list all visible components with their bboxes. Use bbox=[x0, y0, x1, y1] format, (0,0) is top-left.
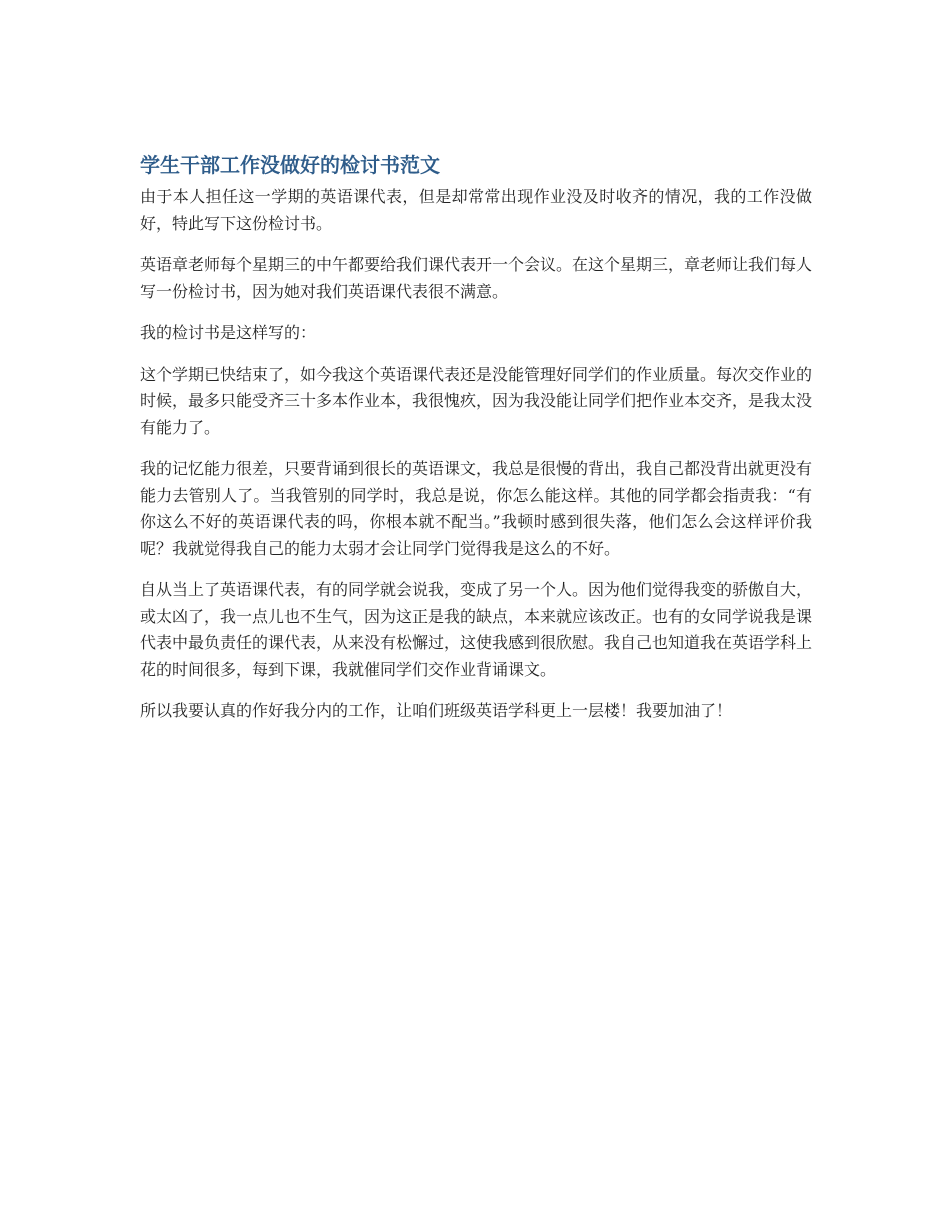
document-page bbox=[140, 150, 812, 740]
paragraph-4: 这个学期已快结束了，如今我这个英语课代表还是没能管理好同学们的作业质量。每次交作业的时候，最多只能受齐三十多本作业本，我很愧疚，因为我没能让同学们把作业本交齐，是我太没有能力了。 bbox=[140, 364, 813, 437]
paragraph-1: 由于本人担任这一学期的英语课代表，但是却常常出现作业没及时收齐的情况，我的工作没做好，特此写下这份检讨书。 bbox=[140, 187, 812, 233]
paragraph-7: 所以我要认真的作好我分内的工作，让咱们班级英语学科更上一层楼！我要加油了！ bbox=[140, 701, 733, 720]
paragraph-6: 自从当上了英语课代表，有的同学就会说我，变成了另一个人。因为他们觉得我变的骄傲自大，或太凶了，我一点儿也不生气，因为这正是我的缺点，本来就应该改正。也有的女同学说我是课代表中最负责任的课代表，从来没有松懈过，这使我感到很欣慰。我自己也知道我在英语学科上花的时间很多，每到下课，我就催同学们交作业背诵课文。 bbox=[140, 580, 813, 679]
paragraph-3: 我的检讨书是这样写的： bbox=[140, 323, 317, 342]
paragraph-2: 英语章老师每个星期三的中午都要给我们课代表开一个会议。在这个星期三，章老师让我们每人写一份检讨书，因为她对我们英语课代表很不满意。 bbox=[140, 255, 813, 301]
document-title: 学生干部工作没做好的检讨书范文 bbox=[140, 153, 440, 177]
paragraph-5: 我的记忆能力很差，只要背诵到很长的英语课文，我总是很慢的背出，我自己都没背出就更没有能力去管别人了。当我管别的同学时，我总是说，你怎么能这样。其他的同学都会指责我：“有你这么不好的英语课代表的吗，你根本就不配当。”我顿时感到很失落，他们怎么会这样评价我呢？我就觉得我自己的能力太弱才会让同学门觉得我是这么的不好。 bbox=[140, 459, 813, 558]
